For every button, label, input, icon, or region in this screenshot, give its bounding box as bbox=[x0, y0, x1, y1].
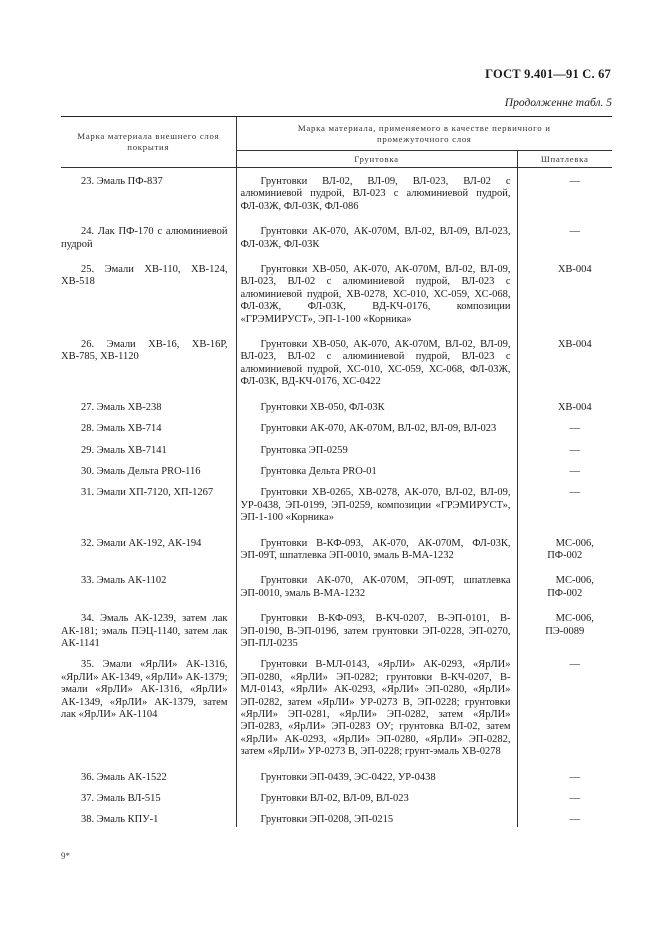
primer-cell-text: Грунтовки ХВ-050, АК-070, АК-070М, ВЛ-02, ВЛ-09, ВЛ-023, ВЛ-02 с алюминиевой пудрой, ВЛ-023 с алюминиевой пудрой, ХВ-0278, ХС-010, ХС-059, ХС-068, ФЛ-03Ж, ФЛ-03К, ВД-КЧ-0176, композиции «ГРЭМИРУСТ», ЭП-1-100 «Корника» bbox=[240, 264, 511, 325]
primer-cell bbox=[236, 326, 517, 389]
putty-cell-text: — bbox=[569, 423, 580, 435]
primer-cell bbox=[236, 251, 517, 326]
table-row bbox=[61, 389, 612, 414]
primer-cell bbox=[236, 805, 517, 826]
primer-cell-text: Грунтовки ВЛ-02, ВЛ-09, ВЛ-023 bbox=[260, 793, 409, 805]
putty-cell bbox=[517, 414, 612, 435]
table-row bbox=[61, 414, 612, 435]
outer-layer-cell-text: 26. Эмали ХВ-16, ХВ-16Р, ХВ-785, ХВ-1120 bbox=[61, 339, 228, 363]
putty-cell-text: ХВ-004 bbox=[557, 401, 592, 413]
table-row bbox=[61, 478, 612, 524]
putty-cell-text: — bbox=[569, 814, 580, 826]
table-continuation-label: Продолженне табл. 5 bbox=[504, 97, 612, 109]
primer-cell-text: Грунтовки ХВ-0265, ХВ-0278, АК-070, ВЛ-02, ВЛ-09, УР-0438, ЭП-0199, ЭП-0259, композиции «ГРЭМИРУСТ», ЭП-1-100 «Корника» bbox=[240, 487, 511, 524]
putty-cell bbox=[517, 389, 612, 414]
outer-layer-cell bbox=[61, 562, 236, 600]
putty-cell bbox=[517, 168, 612, 214]
outer-layer-cell bbox=[61, 478, 236, 524]
outer-layer-cell-text: 32. Эмали АК-192, АК-194 bbox=[81, 537, 202, 549]
putty-cell-text: МС-006, ПФ-002 bbox=[547, 537, 594, 561]
table-row bbox=[61, 168, 612, 214]
outer-layer-cell-text: 27. Эмаль ХВ-238 bbox=[81, 401, 162, 413]
outer-layer-cell bbox=[61, 251, 236, 326]
table-row bbox=[61, 600, 612, 650]
primer-cell bbox=[236, 525, 517, 563]
outer-layer-cell bbox=[61, 389, 236, 414]
outer-layer-cell-text: 35. Эмали «ЯрЛИ» АК-1316, «ЯрЛИ» АК-1349, «ЯрЛИ» АК-1379; эмали «ЯрЛИ» АК-1316, «ЯрЛИ» АК-1349, «ЯрЛИ» АК-1379, затем лак «ЯрЛИ» АК-1104 bbox=[61, 659, 228, 720]
primer-cell bbox=[236, 168, 517, 214]
outer-layer-header: Марка материала внешнего слоя покрытия bbox=[61, 117, 236, 168]
primer-cell-text: Грунтовки ХВ-050, АК-070, АК-070М, ВЛ-02, ВЛ-09, ВЛ-023, ВЛ-02 с алюминиевой пудрой, ВЛ-023 с алюминиевой пудрой, ХС-010, ХС-059, ХС-068, ФЛ-03Ж, ФЛ-03К, ВД-КЧ-0176, ХС-0422 bbox=[240, 339, 511, 388]
primer-cell bbox=[236, 478, 517, 524]
outer-layer-cell bbox=[61, 436, 236, 457]
putty-cell-text: МС-006, ПЭ-0089 bbox=[545, 613, 594, 637]
table-row bbox=[61, 436, 612, 457]
putty-cell-text: — bbox=[569, 226, 580, 238]
putty-cell bbox=[517, 251, 612, 326]
primer-cell-text: Грунтовка ЭП-0259 bbox=[260, 444, 348, 456]
putty-cell-text: ХВ-004 bbox=[557, 339, 592, 351]
primer-cell bbox=[236, 414, 517, 435]
outer-layer-cell-text: 37. Эмаль ВЛ-515 bbox=[81, 793, 161, 805]
primer-cell bbox=[236, 650, 517, 758]
outer-layer-cell bbox=[61, 784, 236, 805]
putty-cell bbox=[517, 457, 612, 478]
outer-layer-cell bbox=[61, 525, 236, 563]
outer-layer-cell-text: 36. Эмаль АК-1522 bbox=[81, 771, 167, 783]
primer-cell bbox=[236, 600, 517, 650]
putty-cell bbox=[517, 805, 612, 826]
putty-cell-text: — bbox=[569, 659, 580, 671]
putty-cell bbox=[517, 784, 612, 805]
outer-layer-cell-text: 29. Эмаль ХВ-7141 bbox=[81, 444, 167, 456]
primer-subheader: Грунтовка bbox=[236, 151, 517, 168]
primer-cell-text: Грунтовки АК-070, АК-070М, ВЛ-02, ВЛ-09, ВЛ-023, ФЛ-03Ж, ФЛ-03К bbox=[240, 226, 511, 250]
outer-layer-cell bbox=[61, 213, 236, 251]
outer-layer-cell bbox=[61, 805, 236, 826]
outer-layer-cell-text: 31. Эмали ХП-7120, ХП-1267 bbox=[81, 487, 214, 499]
outer-layer-cell bbox=[61, 457, 236, 478]
outer-layer-cell-text: 28. Эмаль ХВ-714 bbox=[81, 423, 162, 435]
putty-cell bbox=[517, 525, 612, 563]
putty-cell bbox=[517, 759, 612, 784]
putty-cell-text: — bbox=[569, 444, 580, 456]
primer-cell bbox=[236, 213, 517, 251]
putty-subheader: Шпатлевка bbox=[517, 151, 612, 168]
table-row bbox=[61, 457, 612, 478]
footer-mark: 9* bbox=[61, 851, 70, 861]
outer-layer-cell bbox=[61, 759, 236, 784]
doc-reference: ГОСТ 9.401—91 С. 67 bbox=[485, 67, 611, 81]
outer-layer-cell-text: 30. Эмаль Дельта PRO-116 bbox=[81, 465, 201, 477]
table-row bbox=[61, 759, 612, 784]
putty-cell-text: — bbox=[569, 487, 580, 499]
outer-layer-cell-text: 38. Эмаль КПУ-1 bbox=[81, 814, 159, 826]
primer-cell bbox=[236, 457, 517, 478]
putty-cell bbox=[517, 326, 612, 389]
outer-layer-cell-text: 24. Лак ПФ-170 с алюминиевой пудрой bbox=[61, 226, 228, 250]
putty-cell-text: — bbox=[569, 793, 580, 805]
putty-cell-text: МС-006, ПФ-002 bbox=[547, 575, 594, 599]
table-row bbox=[61, 213, 612, 251]
putty-cell-text: — bbox=[569, 771, 580, 783]
outer-layer-cell-text: 34. Эмаль АК-1239, затем лак АК-181; эмаль ПЭЦ-1140, затем лак АК-1141 bbox=[61, 613, 228, 649]
putty-cell bbox=[517, 650, 612, 758]
outer-layer-cell-text: 23. Эмаль ПФ-837 bbox=[81, 176, 163, 187]
outer-layer-cell-text: 33. Эмаль АК-1102 bbox=[81, 575, 167, 587]
outer-layer-cell-text: 25. Эмали ХВ-110, ХВ-124, ХВ-518 bbox=[61, 264, 228, 288]
primer-cell bbox=[236, 759, 517, 784]
putty-cell-text: — bbox=[569, 176, 580, 187]
primer-cell-text: Грунтовки АК-070, АК-070М, ЭП-09Т, шпатлевка ЭП-0010, эмаль В-МА-1232 bbox=[240, 575, 511, 599]
table-row bbox=[61, 650, 612, 758]
primer-cell bbox=[236, 436, 517, 457]
outer-layer-cell bbox=[61, 600, 236, 650]
primer-cell-text: Грунтовки В-МЛ-0143, «ЯрЛИ» АК-0293, «ЯрЛИ» ЭП-0280, «ЯрЛИ» ЭП-0282; грунтовки В-КЧ-0207, В-МЛ-0143, «ЯрЛИ» АК-0293, «ЯрЛИ» ЭП-0280, «ЯрЛИ» ЭП-0282, затем «ЯрЛИ» УР-0273 В, ЭП-0228; грунтовки «ЯрЛИ» ЭП-0281, «ЯрЛИ» ЭП-0282, затем «ЯрЛИ» ЭП-0283, «ЯрЛИ» ЭП-0283 ОУ; грунтовка ВЛ-02, затем «ЯрЛИ» АК-0293, «ЯрЛИ» ЭП-0280, «ЯрЛИ» ЭП-0282, затем «ЯрЛИ» УР-0273 В, ЭП-0228; грунт-эмаль ХВ-0278 bbox=[240, 659, 511, 758]
table-row bbox=[61, 525, 612, 563]
table-row bbox=[61, 251, 612, 326]
outer-layer-cell bbox=[61, 326, 236, 389]
primer-cell-text: Грунтовки ХВ-050, ФЛ-03К bbox=[260, 401, 385, 413]
outer-layer-cell bbox=[61, 650, 236, 758]
table-row bbox=[61, 326, 612, 389]
putty-cell-text: — bbox=[569, 465, 580, 477]
primer-cell-text: Грунтовки ВЛ-02, ВЛ-09, ВЛ-023, ВЛ-02 с алюминиевой пудрой, ВЛ-023 с алюминиевой пудрой, ФЛ-03Ж, ФЛ-03К, ФЛ-086 bbox=[240, 176, 511, 212]
primer-cell-text: Грунтовки В-КФ-093, АК-070, АК-070М, ФЛ-03К, ЭП-09Т, шпатлевка ЭП-0010, эмаль В-МА-1232 bbox=[240, 537, 511, 561]
primer-cell-text: Грунтовки ЭП-0439, ЭС-0422, УР-0438 bbox=[260, 771, 436, 783]
materials-table bbox=[61, 116, 612, 827]
primer-cell-text: Грунтовки АК-070, АК-070М, ВЛ-02, ВЛ-09, ВЛ-023 bbox=[260, 423, 497, 435]
putty-cell bbox=[517, 436, 612, 457]
primer-cell-text: Грунтовка Дельта PRO-01 bbox=[260, 465, 377, 477]
table-row bbox=[61, 562, 612, 600]
putty-cell bbox=[517, 213, 612, 251]
primer-cell-text: Грунтовки В-КФ-093, В-КЧ-0207, В-ЭП-0101, В-ЭП-0190, В-ЭП-0196, затем грунтовки ЭП-0228, ЭП-0270, ЭП-ПЛ-0235 bbox=[240, 613, 511, 649]
putty-cell bbox=[517, 562, 612, 600]
inner-layer-header: Марка материала, применяемого в качестве первичного и промежуточного слоя bbox=[236, 117, 612, 151]
primer-cell-text: Грунтовки ЭП-0208, ЭП-0215 bbox=[260, 814, 394, 826]
primer-cell bbox=[236, 562, 517, 600]
primer-cell bbox=[236, 784, 517, 805]
table-row bbox=[61, 784, 612, 805]
outer-layer-cell bbox=[61, 414, 236, 435]
table-row bbox=[61, 805, 612, 826]
putty-cell-text: ХВ-004 bbox=[557, 264, 592, 276]
primer-cell bbox=[236, 389, 517, 414]
putty-cell bbox=[517, 478, 612, 524]
outer-layer-cell bbox=[61, 168, 236, 214]
putty-cell bbox=[517, 600, 612, 650]
